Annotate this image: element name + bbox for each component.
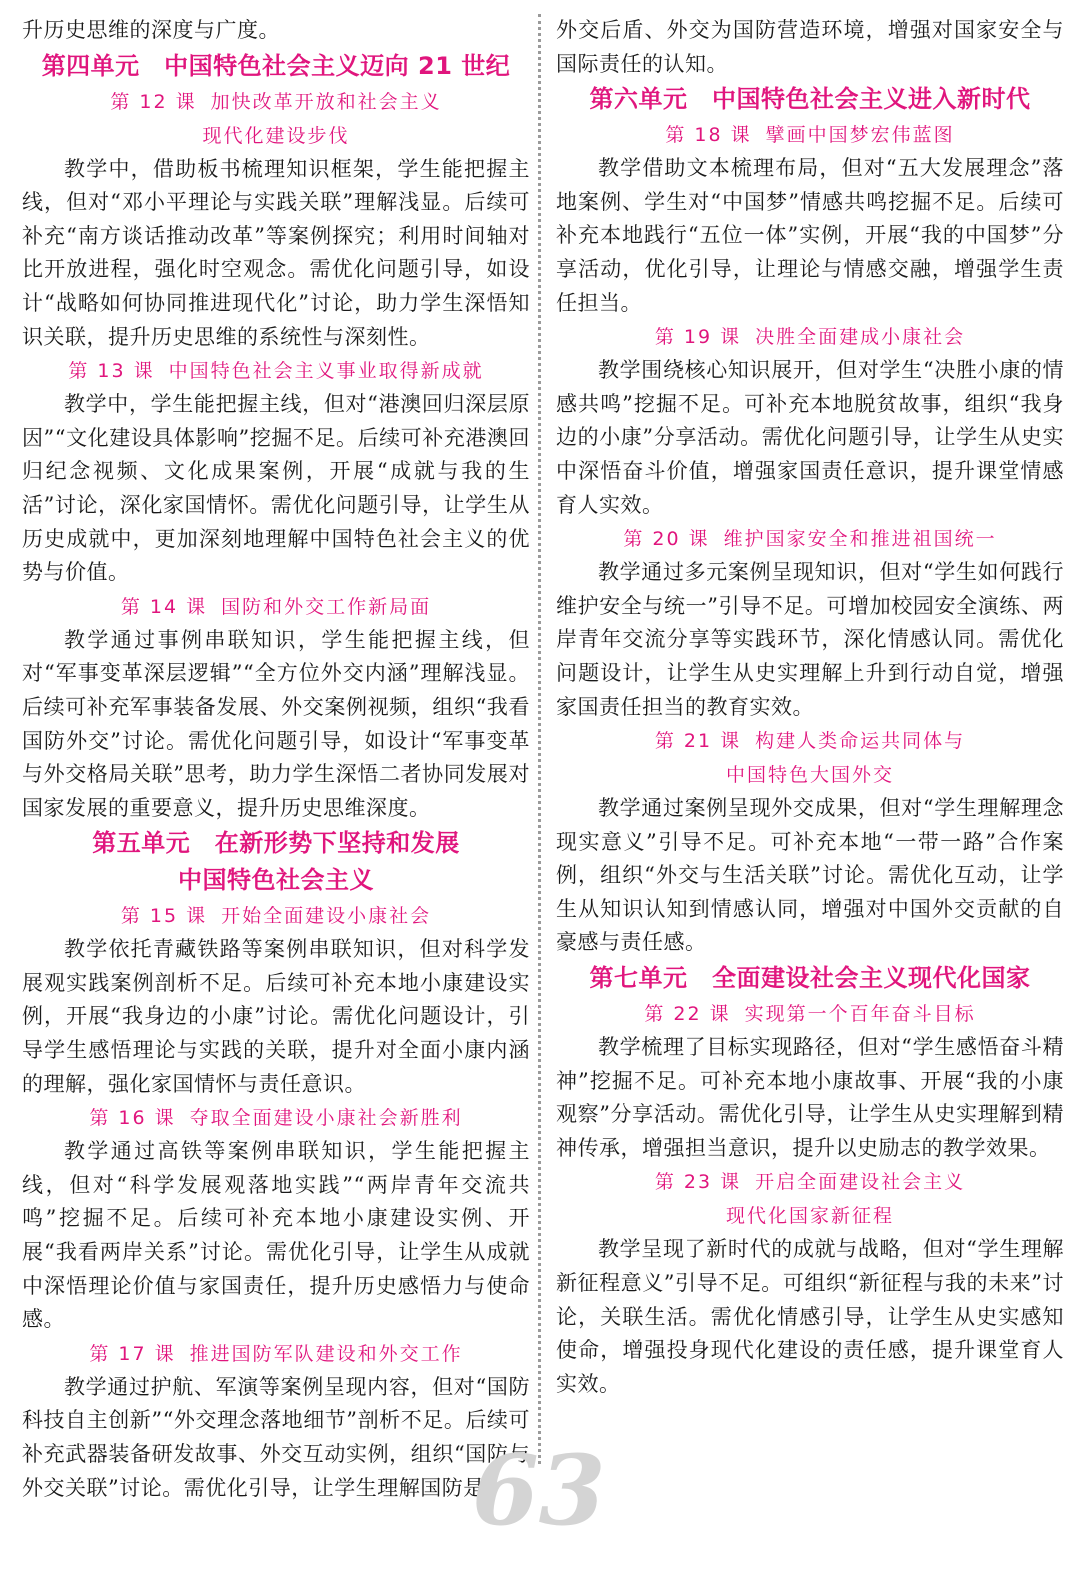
lesson-13-body: 教学中，学生能把握主线，但对“港澳回归深层原因”“文化建设具体影响”挖掘不足。后续可补充港澳回归纪念视频、文化成果案例，开展“成就与我的生活”讨论，深化家国情怀。需优化问题引导，让学生从历史成就中，更加深刻地理解中国特色社会主义的优势与价值。 (22, 392, 530, 585)
lesson-20-body: 教学通过多元案例呈现知识，但对“学生如何践行维护安全与统一”引导不足。可增加校园安全演练、两岸青年交流分享等实践环节，深化情感认同。需优化问题设计，让学生从史实理解上升到行动自觉，增强家国责任担当的教育实效。 (556, 560, 1064, 719)
lesson-23-title (556, 1165, 1064, 1199)
lesson-17-number: 第 17 课 (89, 1342, 176, 1365)
lesson-12-number: 第 12 课 (110, 90, 197, 113)
lesson-14-body: 教学通过事例串联知识，学生能把握主线，但对“军事变革深层逻辑”“全方位外交内涵”理解浅显。后续可补充军事装备发展、外交案例视频，组织“我看国防外交”讨论。需优化问题引导，如设计“军事变革与外交格局关联”思考，助力学生深悟二者协同发展对国家发展的重要意义，提升历史思维深度。 (22, 627, 530, 820)
lesson-23-title-line1: 开启全面建设社会主义 (755, 1171, 966, 1194)
lesson-19-title-text: 决胜全面建成小康社会 (755, 326, 966, 349)
lesson-15-number: 第 15 课 (120, 905, 208, 928)
lesson-19-title (556, 320, 1064, 354)
left-column (22, 14, 530, 1505)
lesson-21-number: 第 21 课 (654, 730, 742, 753)
lesson-16-title-text: 夺取全面建设小康社会新胜利 (189, 1107, 463, 1130)
lesson-15-title-text: 开始全面建设小康社会 (221, 905, 432, 928)
unit-7-title: 第七单元 全面建设社会主义现代化国家 (589, 964, 1031, 993)
unit-4-title: 第四单元 中国特色社会主义迈向 21 世纪 (41, 51, 511, 80)
lesson-15-title (22, 899, 530, 933)
right-column (556, 14, 1064, 1401)
page-number: 63 (472, 1434, 606, 1547)
continued-text: 外交后盾、外交为国防营造环境，增强对国家安全与国际责任的认知。 (556, 18, 1064, 76)
unit-6-title: 第六单元 中国特色社会主义进入新时代 (589, 85, 1031, 114)
lesson-23-number: 第 23 课 (654, 1171, 742, 1194)
lesson-14-title-text: 国防和外交工作新局面 (221, 595, 432, 618)
lesson-22-title-text: 实现第一个百年奋斗目标 (744, 1003, 976, 1026)
column-divider (538, 14, 541, 1464)
lesson-18-title (556, 118, 1064, 152)
lesson-14-title (22, 590, 530, 624)
lesson-23-title-line2: 现代化国家新征程 (725, 1205, 894, 1228)
lesson-20-number: 第 20 课 (623, 528, 710, 551)
lesson-17-title (22, 1337, 530, 1371)
lesson-22-title (556, 997, 1064, 1031)
lesson-21-title (556, 724, 1064, 758)
lesson-23-body: 教学呈现了新时代的成就与战略，但对“学生理解新征程意义”引导不足。可组织“新征程与我的未来”讨论，关联生活。需优化情感引导，让学生从史实感知使命，增强投身现代化建设的责任感，提升课堂育人实效。 (556, 1237, 1064, 1396)
unit-5-title-line2: 中国特色社会主义 (178, 866, 374, 895)
lesson-22-body: 教学梳理了目标实现路径，但对“学生感悟奋斗精神”挖掘不足。可补充本地小康故事、开展“我的小康观察”分享活动。需优化引导，让学生从史实理解到精神传承，增强担当意识，提升以史励志的教学效果。 (556, 1035, 1064, 1160)
lesson-16-title (22, 1101, 530, 1135)
lesson-13-title-text: 中国特色社会主义事业取得新成就 (168, 360, 484, 383)
lesson-13-number: 第 13 课 (68, 360, 155, 383)
lesson-14-number: 第 14 课 (120, 595, 208, 618)
lesson-12-title-line1: 加快改革开放和社会主义 (210, 90, 442, 113)
lesson-13-title (22, 354, 530, 388)
lesson-18-title-text: 擘画中国梦宏伟蓝图 (765, 124, 955, 147)
lesson-12-title (22, 85, 530, 119)
lesson-15-body: 教学依托青藏铁路等案例串联知识，但对科学发展观实践案例剖析不足。后续可补充本地小康建设实例，开展“我身边的小康”讨论。需优化问题设计，引导学生感悟理论与实践的关联，提升对全面小康内涵的理解，强化家国情怀与责任意识。 (22, 937, 530, 1096)
lesson-20-title (556, 522, 1064, 556)
lesson-20-title-text: 维护国家安全和推进祖国统一 (723, 528, 997, 551)
lesson-12-body: 教学中，借助板书梳理知识框架，学生能把握主线，但对“邓小平理论与实践关联”理解浅显。后续可补充“南方谈话推动改革”等案例探究；利用时间轴对比开放进程，强化时空观念。需优化问题引导，如设计“战略如何协同推进现代化”讨论，助力学生深悟知识关联，提升历史思维的系统性与深刻性。 (22, 156, 530, 349)
lesson-18-body: 教学借助文本梳理布局，但对“五大发展理念”落地案例、学生对“中国梦”情感共鸣挖掘不足。后续可补充本地践行“五位一体”实例，开展“我的中国梦”分享活动，优化引导，让理论与情感交融，增强学生责任担当。 (556, 156, 1064, 315)
lesson-21-title-line1: 构建人类命运共同体与 (755, 730, 966, 753)
lesson-18-number: 第 18 课 (665, 124, 752, 147)
lesson-19-number: 第 19 课 (654, 326, 742, 349)
lesson-16-body: 教学通过高铁等案例串联知识，学生能把握主线，但对“科学发展观落地实践”“两岸青年交流共鸣”挖掘不足。后续可补充本地小康建设实例、开展“我看两岸关系”讨论。需优化引导，让学生从成就中深悟理论价值与家国责任，提升历史感悟力与使命感。 (22, 1139, 530, 1332)
lesson-16-number: 第 16 课 (89, 1107, 176, 1130)
lesson-19-body: 教学围绕核心知识展开，但对学生“决胜小康的情感共鸣”挖掘不足。可补充本地脱贫故事，组织“我身边的小康”分享活动。需优化问题引导，让学生从史实中深悟奋斗价值，增强家国责任意识，提升课堂情感育人实效。 (556, 358, 1064, 517)
lesson-17-title-text: 推进国防军队建设和外交工作 (189, 1342, 463, 1365)
unit-5-title-line1: 第五单元 在新形势下坚持和发展 (92, 829, 460, 858)
lesson-17-body: 教学通过护航、军演等案例呈现内容，但对“国防科技自主创新”“外交理念落地细节”剖析不足。后续可补充武器装备研发故事、外交互动实例，组织“国防与外交关联”讨论。需优化引导，让学生理解国防是 (22, 1374, 530, 1500)
lesson-21-body: 教学通过案例呈现外交成果，但对“学生理解理念现实意义”引导不足。可补充本地“一带一路”合作案例，组织“外交与生活关联”讨论。需优化互动，让学生从知识认知到情感认同，增强对中国外交贡献的自豪感与责任感。 (556, 796, 1064, 955)
lesson-12-title-line2: 现代化建设步伐 (202, 124, 350, 147)
intro-tail-text: 升历史思维的深度与广度。 (22, 18, 280, 42)
lesson-22-number: 第 22 课 (644, 1003, 731, 1026)
lesson-21-title-line2: 中国特色大国外交 (725, 764, 894, 787)
